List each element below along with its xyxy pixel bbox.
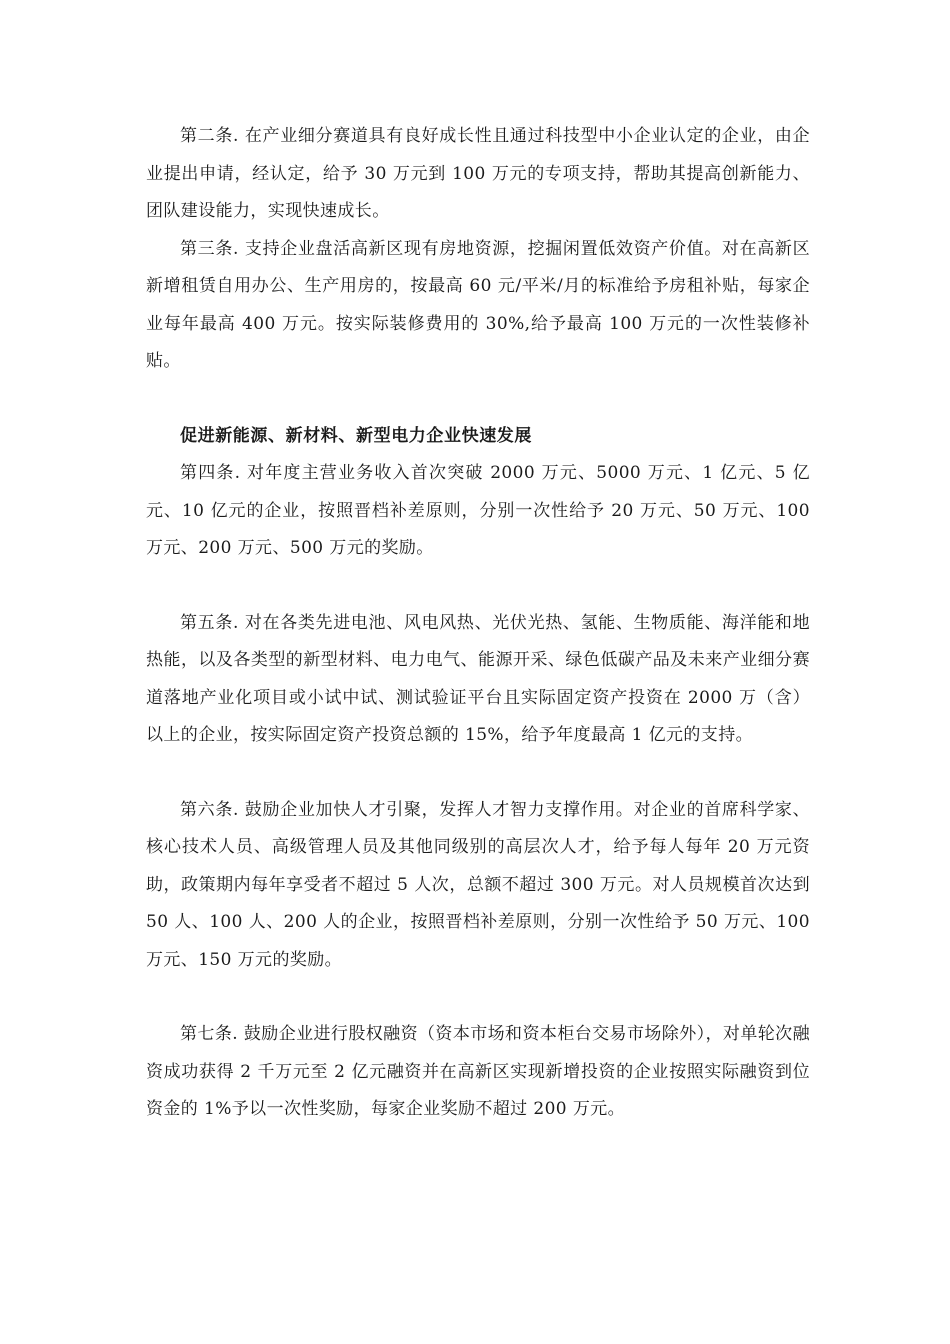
spacer — [146, 568, 810, 605]
spacer — [146, 755, 810, 792]
article-7-paragraph: 第七条. 鼓励企业进行股权融资（资本市场和资本柜台交易市场除外），对单轮次融资成功获得 2 千万元至 2 亿元融资并在高新区实现新增投资的企业按照实际融资到位资金的 1%予以一次性奖励，每家企业奖励不超过 200 万元。 — [146, 1024, 810, 1119]
spacer — [146, 979, 810, 1016]
article-3-paragraph: 第三条. 支持企业盘活高新区现有房地资源，挖掘闲置低效资产价值。对在高新区新增租赁自用办公、生产用房的，按最高 60 元/平米/月的标准给予房租补贴，每家企业每年最高 400 万元。按实际装修费用的 30%,给予最高 100 万元的一次性装修补贴。 — [146, 238, 810, 371]
article-5-paragraph: 第五条. 对在各类先进电池、风电风热、光伏光热、氢能、生物质能、海洋能和地热能，以及各类型的新型材料、电力电气、能源开采、绿色低碳产品及未来产业细分赛道落地产业化项目或小试中试、测试验证平台且实际固定资产投资在 2000 万（含）以上的企业，按实际固定资产投资总额的 15%，给予年度最高 1 亿元的支持。 — [146, 612, 810, 745]
spacer — [146, 381, 810, 418]
article-2-paragraph: 第二条. 在产业细分赛道具有良好成长性且通过科技型中小企业认定的企业，由企业提出申请，经认定，给予 30 万元到 100 万元的专项支持，帮助其提高创新能力、团队建设能力，实现快速成长。 — [146, 126, 810, 221]
document-page — [146, 118, 810, 1129]
article-4-paragraph: 第四条. 对年度主营业务收入首次突破 2000 万元、5000 万元、1 亿元、5 亿元、10 亿元的企业，按照晋档补差原则，分别一次性给予 20 万元、50 万元、100 万元、200 万元、500 万元的奖励。 — [146, 463, 810, 558]
section-heading: 促进新能源、新材料、新型电力企业快速发展 — [180, 425, 532, 446]
article-6-paragraph: 第六条. 鼓励企业加快人才引聚，发挥人才智力支撑作用。对企业的首席科学家、核心技术人员、高级管理人员及其他同级别的高层次人才，给予每人每年 20 万元资助，政策期内每年享受者不超过 5 人次，总额不超过 300 万元。对人员规模首次达到 50 人、100 人、200 人的企业，按照晋档补差原则，分别一次性给予 50 万元、100 万元、150 万元的奖励。 — [146, 799, 810, 970]
